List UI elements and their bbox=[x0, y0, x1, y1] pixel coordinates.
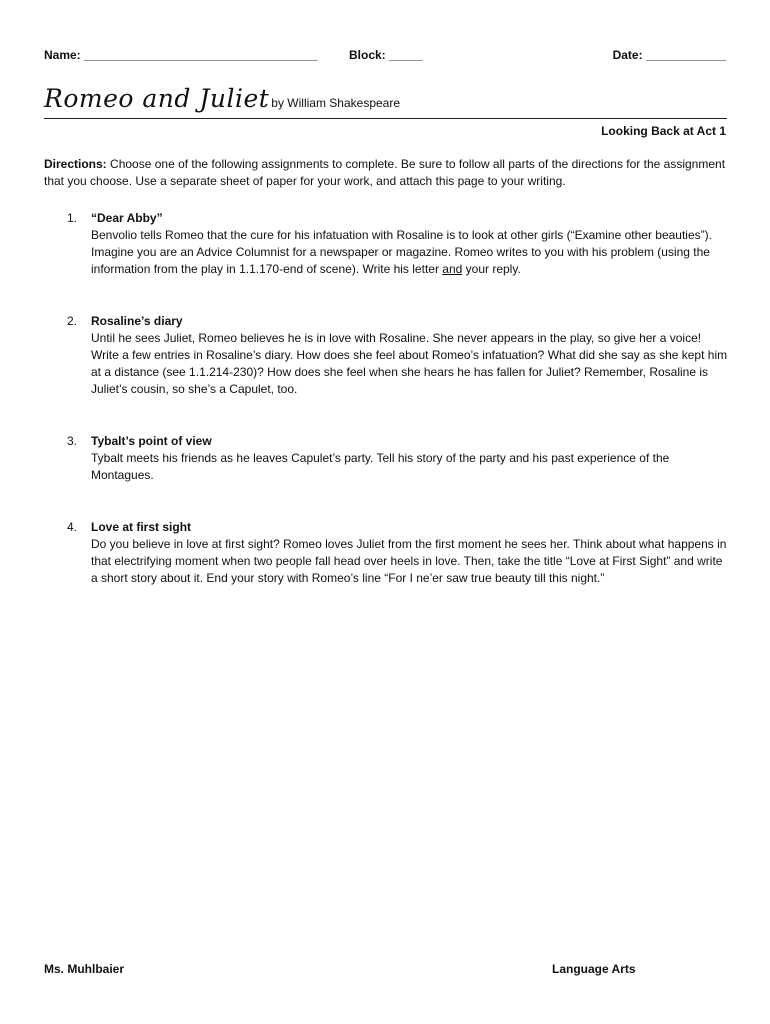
assignment-number: 4. bbox=[67, 520, 78, 534]
play-title: Romeo and Juliet bbox=[44, 84, 270, 113]
title-row bbox=[44, 84, 400, 114]
assignment-title: Love at first sight bbox=[91, 520, 192, 534]
assignment-title: Tybalt’s point of view bbox=[91, 434, 212, 448]
worksheet-subtitle: Looking Back at Act 1 bbox=[601, 124, 726, 138]
header-fields bbox=[44, 48, 726, 64]
assignment-number: 1. bbox=[67, 211, 78, 225]
date-field: Date: ____________ bbox=[612, 48, 726, 62]
assignment-number: 3. bbox=[67, 434, 78, 448]
directions-label: Directions: bbox=[44, 157, 107, 171]
block-field: Block: _____ bbox=[349, 48, 423, 62]
title-divider bbox=[44, 118, 727, 119]
directions-text: Choose one of the following assignments to complete. Be sure to follow all parts of the directions for the assignment that you choose. Use a separate sheet of paper for your work, and attach this page to your writing. bbox=[44, 157, 726, 188]
assignment-item bbox=[44, 433, 728, 484]
assignment-body: Benvolio tells Romeo that the cure for his infatuation with Rosaline is to look at other girls (“Examine other beauties”). Imagine you are an Advice Columnist for a newspaper or magazine. Romeo writes to you with his problem (using the information from the play in 1.1.170-end of scene). Write his letter and your reply. bbox=[91, 228, 712, 276]
assignment-body: Tybalt meets his friends as he leaves Capulet’s party. Tell his story of the party and his past experience of the Montagues. bbox=[91, 451, 670, 482]
assignment-item bbox=[44, 519, 728, 587]
author-byline: by William Shakespeare bbox=[271, 96, 401, 110]
assignment-item bbox=[44, 313, 728, 398]
directions bbox=[44, 156, 728, 190]
underlined-word: and bbox=[442, 262, 463, 276]
footer-teacher: Ms. Muhlbaier bbox=[44, 962, 125, 976]
footer-subject: Language Arts bbox=[552, 962, 636, 976]
assignment-body: Do you believe in love at first sight? Romeo loves Juliet from the first moment he sees her. Think about what happens in that electrifying moment when two people fall head over heels in love. Then, take the title “Love at First Sight” and write a short story about it. End your story with Romeo’s line “For I ne’er saw true beauty till this night.” bbox=[91, 537, 727, 585]
name-field: Name: ___________________________________ bbox=[44, 48, 318, 62]
assignment-number: 2. bbox=[67, 314, 78, 328]
assignment-body: Until he sees Juliet, Romeo believes he is in love with Rosaline. She never appears in the play, so give her a voice! Write a few entries in Rosaline’s diary. How does she feel about Romeo’s infatuation? What did she say as she kept him at a distance (see 1.1.214-230)? How does she feel when she hears he has fallen for Juliet? Remember, Rosaline is Juliet’s cousin, so she’s a Capulet, too. bbox=[91, 331, 728, 396]
assignment-title: “Dear Abby” bbox=[91, 211, 163, 225]
assignment-item bbox=[44, 210, 728, 278]
assignment-title: Rosaline’s diary bbox=[91, 314, 183, 328]
assignment-list bbox=[44, 210, 728, 587]
